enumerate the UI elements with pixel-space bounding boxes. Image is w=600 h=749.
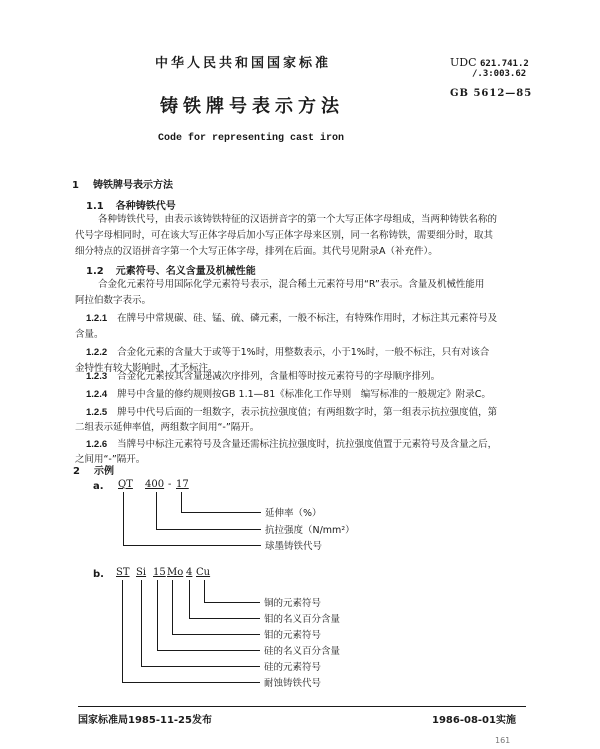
example-b-leader-si-h: [141, 666, 260, 667]
example-b-leader-st-h: [122, 682, 260, 683]
example-b-label: b.: [93, 569, 104, 580]
gb-number: GB 5612—85: [450, 88, 533, 99]
example-b-leader-mo-v: [172, 580, 173, 634]
clause-1-2-2-number: 1.2.2: [86, 347, 108, 358]
example-b-leader-4-v: [189, 580, 190, 618]
clause-1-2-2-text: 合金化元素的含量大于或等于1%时，用整数表示，小于1%时，一般不标注，只有对该合: [117, 347, 490, 358]
paragraph-1-2-line-1: 合金化元素符号用国际化学元素符号表示，混合稀土元素符号用“R”表示。含量及机械性能用: [98, 279, 485, 290]
example-b-leader-si-v: [141, 580, 142, 666]
example-b-code-mo: Mo: [167, 567, 184, 578]
standard-name: 中华人民共和国国家标准: [155, 56, 332, 71]
clause-1-2-5-text: 牌号中代号后面的一组数字，表示抗拉强度值；有两组数字时，第一组表示抗拉强度值，第: [117, 407, 498, 418]
section-1-2-heading: [86, 262, 256, 277]
example-a-leader-17-h: [181, 512, 261, 513]
section-1-2-number: 1.2: [86, 266, 104, 277]
example-b-leader-mo-h: [172, 634, 260, 635]
example-b-annotation-mo: 钼的元素符号: [264, 630, 322, 641]
example-b-leader-15-h: [157, 650, 260, 651]
paragraph-1-2-line-2: 阿拉伯数字表示。: [75, 295, 152, 306]
paragraph-1-1-line-3: 细分特点的汉语拼音字第一个大写正体字母，排列在后面。其代号见附录A（补充件）。: [75, 246, 438, 257]
udc-line-1: [450, 56, 529, 69]
example-b-leader-15-v: [157, 580, 158, 650]
page-number: 161: [495, 736, 511, 745]
clause-1-2-4-number: 1.2.4: [86, 389, 108, 400]
clause-1-2-2-cont: 金特性有较大影响时，才予标注。: [75, 363, 218, 374]
example-b-code-15: 15: [153, 567, 166, 578]
example-b-code-st: ST: [116, 567, 130, 578]
example-a-annotation-code: 球墨铸铁代号: [265, 541, 323, 552]
example-a-code-400: 400: [145, 479, 165, 490]
footer-rule: [78, 706, 526, 707]
clause-1-2-5-cont: 二组表示延伸率值，两组数字间用“-”隔开。: [75, 422, 260, 433]
clause-1-2-6-text: 当牌号中标注元素符号及含量还需标注抗拉强度时，抗拉强度值置于元素符号及含量之后，: [117, 439, 498, 450]
clause-1-2-6-number: 1.2.6: [86, 439, 108, 450]
example-b-code-4: 4: [186, 567, 193, 578]
clause-1-2-1-cont: 含量。: [75, 329, 104, 340]
document-title-en: Code for representing cast iron: [158, 133, 345, 144]
example-a-leader-400-h: [156, 529, 261, 530]
section-2-title: 示例: [93, 466, 114, 477]
clause-1-2-2: [86, 346, 489, 359]
clause-1-2-1: [86, 312, 497, 325]
document-title: 铸铁牌号表示方法: [160, 96, 344, 117]
udc-code-2: /.3:003.62: [472, 69, 527, 79]
clause-1-2-4-text: 牌号中含量的修约规则按GB 1.1—81《标准化工作导则 编写标准的一般规定》附录C。: [117, 389, 491, 400]
example-b-leader-st-v: [122, 580, 123, 682]
clause-1-2-3-text: 合金化元素按其含量递减次序排列，含量相等时按元素符号的字母顺序排列。: [117, 371, 441, 382]
example-a-leader-400-v: [156, 492, 157, 529]
section-1-number: 1: [72, 180, 79, 191]
clause-1-2-6: [86, 438, 497, 451]
section-1-1-number: 1.1: [86, 201, 104, 212]
example-a-leader-qt-v: [123, 492, 124, 545]
section-2-number: 2: [73, 466, 80, 477]
example-b-code-cu: Cu: [196, 567, 211, 578]
clause-1-2-1-number: 1.2.1: [86, 313, 108, 324]
udc-code-1: 621.741.2: [480, 59, 529, 69]
example-a-label: a.: [93, 481, 104, 492]
udc-label: UDC: [450, 56, 477, 69]
effective-date: 1986-08-01实施: [432, 715, 516, 726]
example-a-leader-qt-h: [123, 545, 261, 546]
section-1-1-title: 各种铸铁代号: [115, 201, 176, 212]
example-b-annotation-code: 耐蚀铸铁代号: [264, 678, 322, 689]
clause-1-2-3-number: 1.2.3: [86, 371, 108, 382]
example-b-leader-cu-v: [204, 580, 205, 602]
section-1-heading: [72, 176, 173, 191]
example-a-code-17: 17: [176, 479, 189, 490]
clause-1-2-5: [86, 406, 497, 419]
section-2-heading: [73, 462, 114, 477]
example-b-leader-4-h: [189, 618, 260, 619]
clause-1-2-5-number: 1.2.5: [86, 407, 108, 418]
example-b-leader-cu-h: [204, 602, 260, 603]
clause-1-2-1-text: 在牌号中常规碳、硅、锰、硫、磷元素，一般不标注，有特殊作用时，才标注其元素符号及: [117, 313, 498, 324]
clause-1-2-3: [86, 370, 440, 383]
section-1-2-title: 元素符号、名义含量及机械性能: [115, 266, 256, 277]
example-b-annotation-si-content: 硅的名义百分含量: [264, 646, 341, 657]
example-b-annotation-cu: 铜的元素符号: [264, 598, 322, 609]
example-a-leader-17-v: [181, 492, 182, 512]
example-a-annotation-tensile: 抗拉强度（N/mm²）: [265, 525, 355, 536]
example-b-annotation-si: 硅的元素符号: [264, 662, 322, 673]
clause-1-2-4: [86, 388, 491, 401]
section-1-1-heading: [86, 197, 176, 212]
example-a-code-qt: QT: [118, 479, 133, 490]
paragraph-1-1-line-1: 各种铸铁代号，由表示该铸铁特征的汉语拼音字的第一个大写正体字母组成，当两种铸铁名称的: [98, 214, 498, 225]
example-b-annotation-mo-content: 钼的名义百分含量: [264, 614, 341, 625]
paragraph-1-1-line-2: 代号字母相同时，可在该大写正体字母后加小写正体字母来区别，同一名称铸铁，需要细分时，取其: [75, 230, 494, 241]
example-a-annotation-elongation: 延伸率（%）: [265, 508, 322, 519]
section-1-title: 铸铁牌号表示方法: [92, 180, 173, 191]
example-b-code-si: Si: [136, 567, 147, 578]
issued-date: 国家标准局1985-11-25发布: [78, 715, 212, 726]
example-a-code-dash: -: [168, 479, 172, 490]
clause-1-2-6-cont: 之间用“-”隔开。: [75, 454, 146, 465]
